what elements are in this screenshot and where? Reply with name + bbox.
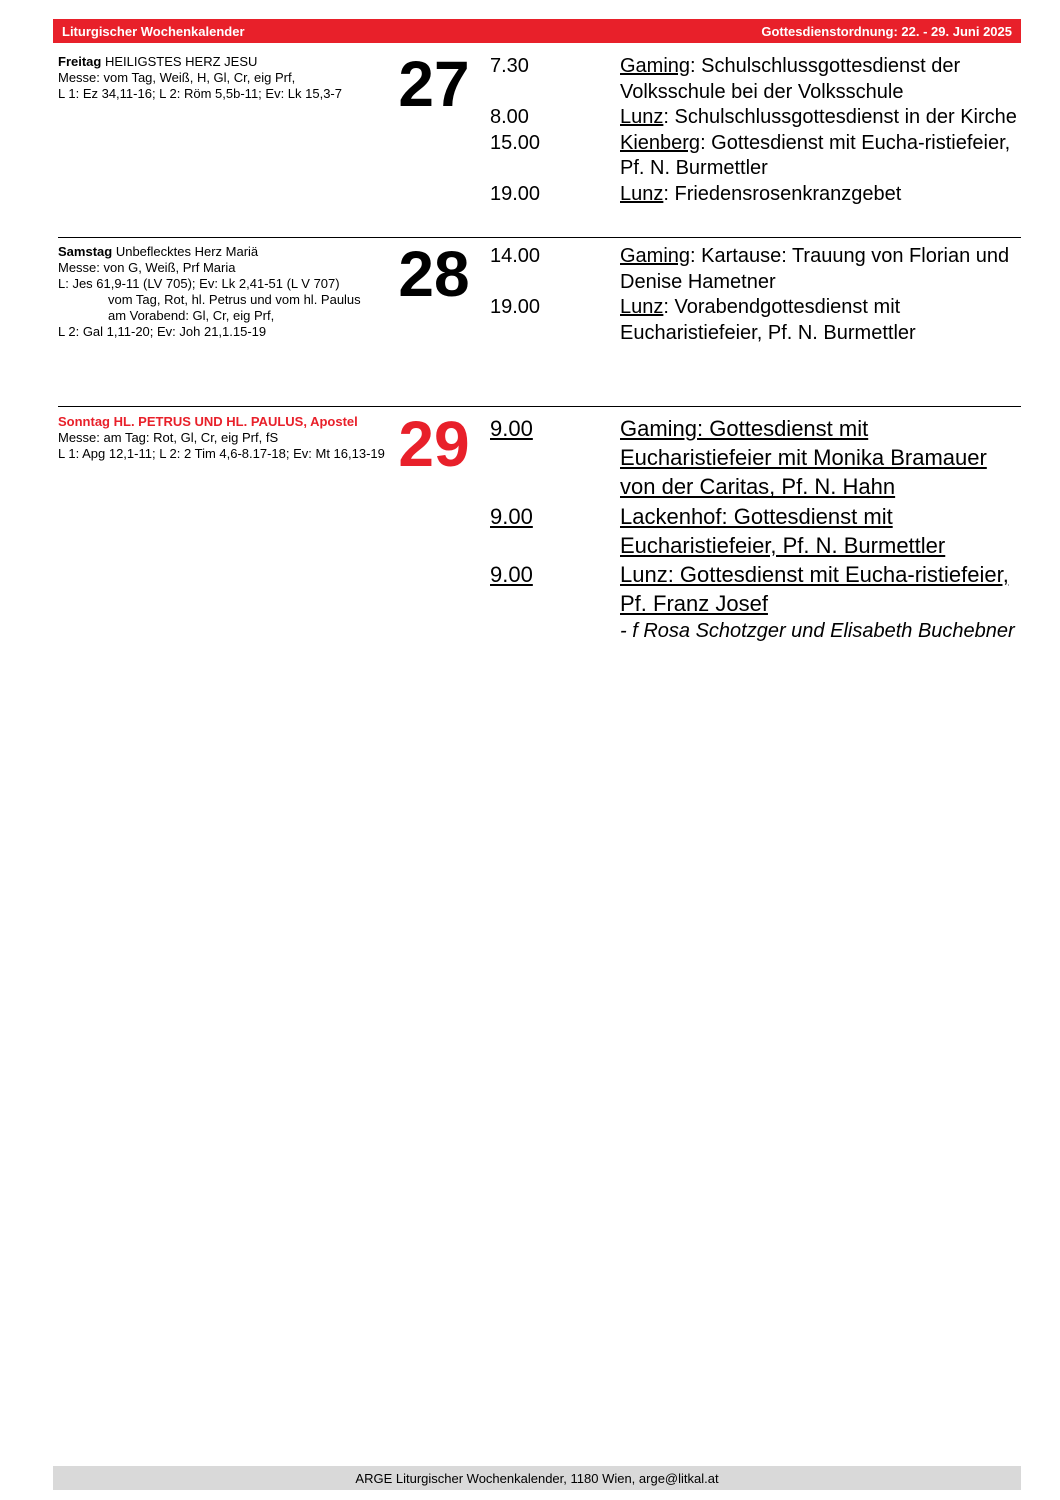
day-number: 27 bbox=[398, 48, 470, 120]
event-time: 9.00 bbox=[490, 503, 533, 529]
day-info bbox=[58, 54, 393, 102]
header-left-title: Liturgischer Wochenkalender bbox=[62, 23, 245, 39]
event-place: Gaming bbox=[620, 55, 691, 77]
footer-text: ARGE Liturgischer Wochenkalender, 1180 Wien, arge@litkal.at bbox=[355, 1470, 719, 1486]
event-item bbox=[490, 182, 1020, 208]
event-text: : Schulschlussgottesdienst der Volksschule bei der Volksschule bbox=[620, 55, 961, 103]
event-item bbox=[490, 54, 1020, 105]
event-text: : Schulschlussgottesdienst in der Kirche bbox=[663, 106, 1017, 128]
intention-note: - f Rosa Schotzger und Elisabeth Buchebner bbox=[620, 620, 1015, 643]
header-right-title: Gottesdienstordnung: 22. - 29. Juni 2025 bbox=[761, 23, 1012, 39]
day-info-line: L 2: Gal 1,11-20; Ev: Joh 21,1.15-19 bbox=[58, 324, 267, 339]
day-info-line: L 1: Ez 34,11-16; L 2: Röm 5,5b-11; Ev: Lk 15,3-7 bbox=[58, 86, 342, 101]
event-time: 15.00 bbox=[490, 131, 541, 154]
day-feast: Unbeflecktes Herz Mariä bbox=[115, 244, 259, 259]
day-info-line: Messe: am Tag: Rot, Gl, Cr, eig Prf, fS bbox=[58, 430, 279, 445]
header-bar bbox=[53, 19, 1021, 43]
day-feast: HL. PETRUS UND HL. PAULUS, Apostel bbox=[113, 414, 358, 429]
event-time: 8.00 bbox=[490, 106, 529, 128]
event-text: Lunz: Gottesdienst mit Eucha-ristiefeier, Pf. Franz Josef bbox=[620, 562, 1009, 617]
day-info-line: Messe: vom Tag, Weiß, H, Gl, Cr, eig Prf, bbox=[58, 70, 296, 85]
event-place: Lunz bbox=[620, 296, 664, 318]
event-text: Gaming: Gottesdienst mit Eucharistiefeier mit Monika Bramauer von der Caritas, Pf. N. Hahn bbox=[620, 416, 987, 500]
day-weekday: Sonntag bbox=[58, 414, 110, 429]
event-time: 9.00 bbox=[490, 416, 533, 441]
event-item bbox=[490, 244, 1020, 295]
event-list bbox=[490, 54, 1020, 207]
day-info bbox=[58, 244, 393, 340]
event-text: : Gottesdienst mit Eucha-ristiefeier, Pf. N. Burmettler bbox=[620, 131, 1011, 179]
event-time: 7.30 bbox=[490, 55, 529, 77]
event-text: : Vorabendgottesdienst mit Eucharistiefeier, Pf. N. Burmettler bbox=[620, 296, 916, 344]
day-info-line: am Vorabend: Gl, Cr, eig Prf, bbox=[108, 308, 275, 323]
day-number: 29 bbox=[398, 408, 470, 480]
divider bbox=[58, 237, 1021, 238]
event-item bbox=[490, 502, 1020, 560]
event-time: 14.00 bbox=[490, 245, 541, 267]
event-place: Gaming bbox=[620, 245, 691, 267]
footer-bar bbox=[53, 1466, 1021, 1490]
event-time: 19.00 bbox=[490, 182, 541, 205]
event-item bbox=[490, 131, 1020, 182]
event-text: Lackenhof: Gottesdienst mit Eucharistiefeier, Pf. N. Burmettler bbox=[620, 503, 946, 558]
day-feast: HEILIGSTES HERZ JESU bbox=[104, 54, 258, 69]
day-number: 28 bbox=[398, 238, 470, 310]
event-item bbox=[490, 295, 1020, 346]
day-weekday: Samstag bbox=[58, 244, 113, 259]
day-block-friday bbox=[58, 48, 1021, 234]
day-block-saturday bbox=[58, 238, 1021, 394]
event-list bbox=[490, 414, 1020, 644]
day-info-line: vom Tag, Rot, hl. Petrus und vom hl. Paulus bbox=[108, 292, 361, 307]
event-place: Kienberg bbox=[620, 131, 701, 154]
day-info-line: Messe: von G, Weiß, Prf Maria bbox=[58, 260, 236, 275]
event-item bbox=[490, 414, 1020, 502]
event-item bbox=[490, 105, 1020, 131]
day-info-line: L: Jes 61,9-11 (LV 705); Ev: Lk 2,41-51 (L V 707) bbox=[58, 276, 340, 291]
event-text: : Kartause: Trauung von Florian und Denise Hametner bbox=[620, 245, 1010, 293]
day-info-line: L 1: Apg 12,1-11; L 2: 2 Tim 4,6-8.17-18; Ev: Mt 16,13-19 bbox=[58, 446, 385, 461]
event-place: Lunz bbox=[620, 182, 664, 205]
event-text: : Friedensrosenkranzgebet bbox=[663, 182, 902, 205]
event-time: 19.00 bbox=[490, 296, 541, 318]
day-info bbox=[58, 414, 393, 462]
event-item bbox=[490, 560, 1020, 618]
day-weekday: Freitag bbox=[58, 54, 102, 69]
event-list bbox=[490, 244, 1020, 346]
event-time: 9.00 bbox=[490, 562, 533, 588]
event-place: Lunz bbox=[620, 106, 664, 128]
divider bbox=[58, 406, 1021, 407]
day-block-sunday bbox=[58, 408, 1021, 714]
